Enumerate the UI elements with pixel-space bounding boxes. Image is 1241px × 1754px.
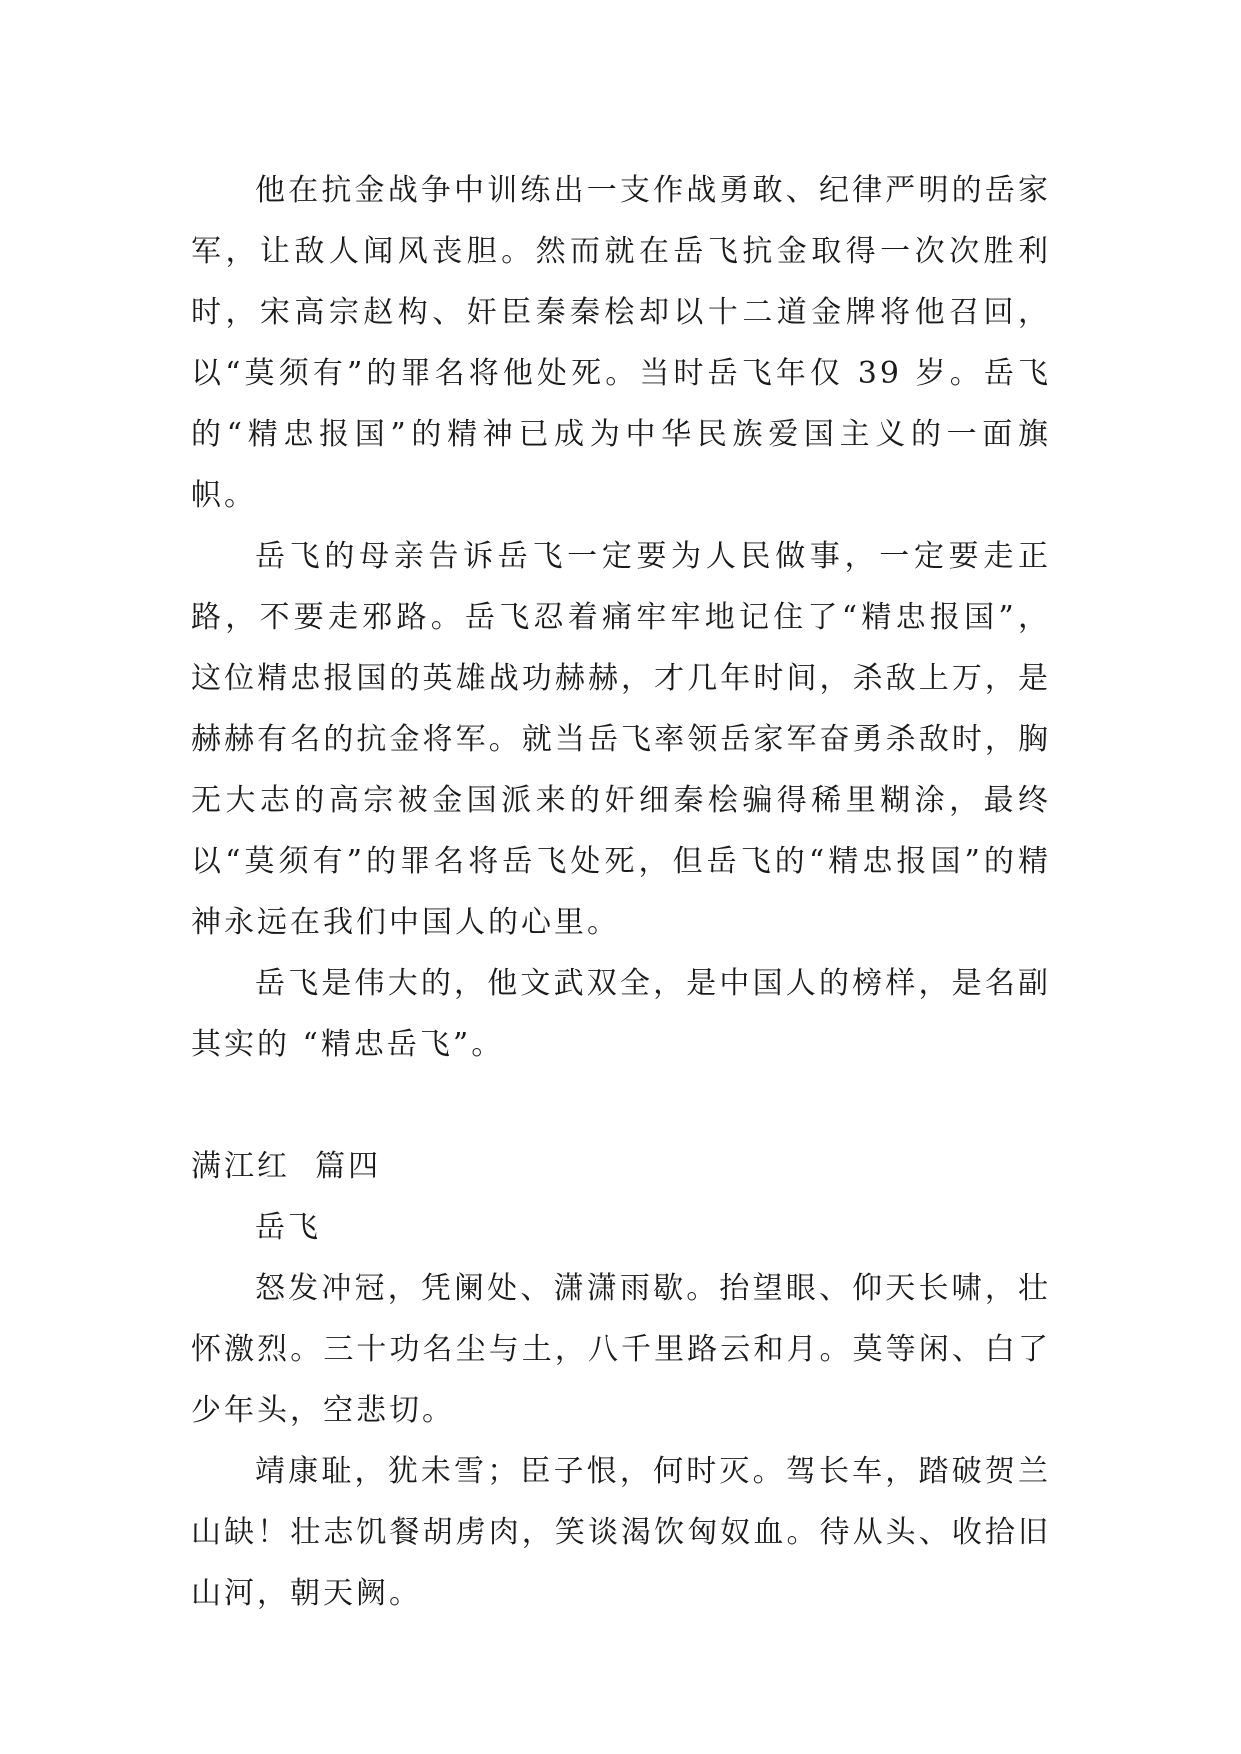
poem-stanza: 靖康耻，犹未雪；臣子恨，何时灭。驾长车，踏破贺兰山缺！壮志饥餐胡虏肉，笑谈渴饮匈奴血。待从头、收拾旧山河，朝天阙。 xyxy=(191,1454,1051,1611)
section-heading: 满江红 篇四 xyxy=(191,1149,382,1184)
document-body xyxy=(191,160,1051,1624)
paragraph: 岳飞的母亲告诉岳飞一定要为人民做事，一定要走正路，不要走邪路。岳飞忍着痛牢牢地记住了“精忠报国”，这位精忠报国的英雄战功赫赫，才几年时间，杀敌上万，是赫赫有名的抗金将军。就当岳飞率领岳家军奋勇杀敌时，胸无大志的高宗被金国派来的奸细秦桧骗得稀里糊涂，最终以“莫须有”的罪名将岳飞处死，但岳飞的“精忠报国”的精神永远在我们中国人的心里。 xyxy=(191,539,1051,940)
paragraph: 岳飞是伟大的，他文武双全，是中国人的榜样，是名副其实的 “精忠岳飞”。 xyxy=(191,966,1051,1062)
blank-line xyxy=(191,1075,1051,1136)
paragraph: 他在抗金战争中训练出一支作战勇敢、纪律严明的岳家军，让敌人闻风丧胆。然而就在岳飞抗金取得一次次胜利时，宋高宗赵构、奸臣秦秦桧却以十二道金牌将他召回，以“莫须有”的罪名将他处死。当时岳飞年仅 39 岁。岳飞的“精忠报国”的精神已成为中华民族爱国主义的一面旗帜。 xyxy=(191,173,1051,513)
poem-stanza: 怒发冲冠，凭阑处、潇潇雨歇。抬望眼、仰天长啸，壮怀激烈。三十功名尘与土，八千里路云和月。莫等闲、白了少年头，空悲切。 xyxy=(191,1271,1051,1428)
poem-author: 岳飞 xyxy=(255,1210,321,1245)
